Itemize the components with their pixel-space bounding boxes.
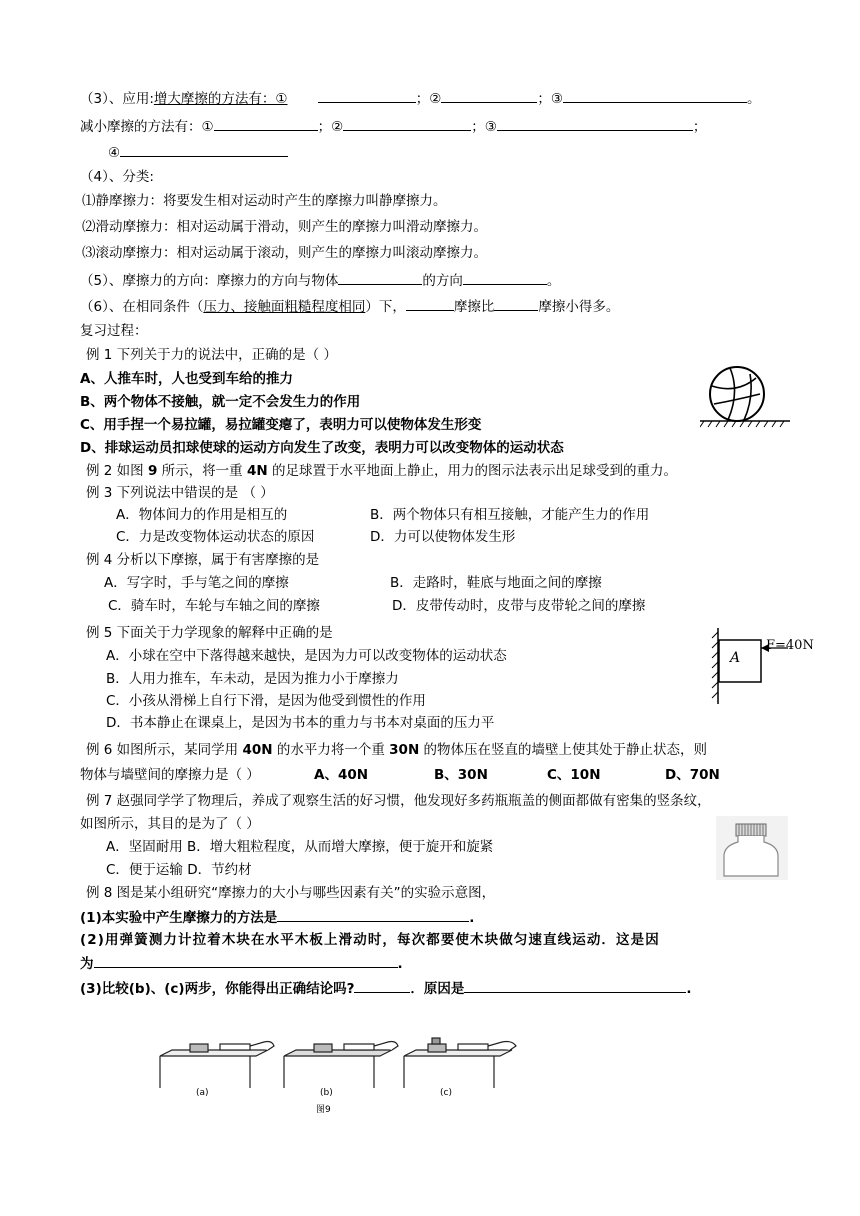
ex3-option-b: B．两个物体只有相互接触，才能产生力的作用: [370, 507, 650, 523]
section5-b: 的方向: [422, 273, 463, 289]
section3-line1: [80, 88, 761, 108]
ex7-line1: 例 7 赵强同学学了物理后，养成了观察生活的好习惯，他发现好多药瓶瓶盖的侧面都做有密集的竖条纹，: [86, 793, 711, 809]
experiment-figure: [156, 1036, 528, 1116]
section6-b: ）下，: [365, 299, 406, 315]
ex4-question: 例 4 分析以下摩擦，属于有害摩擦的是: [86, 552, 320, 568]
num-3: ；③: [537, 91, 564, 107]
ex2-fig-num: 9: [147, 463, 158, 479]
fig-label-c: (c): [440, 1088, 452, 1098]
ex7-options-cd: C．便于运输 D．节约材: [106, 862, 252, 878]
ex1-option-a: A、人推车时，人也受到车给的推力: [80, 371, 293, 387]
ex6-option-d: D、70N: [665, 767, 720, 783]
ex5-option-b: B．人用力推车，车未动，是因为推力小于摩擦力: [106, 671, 399, 687]
sliding-friction-item: ⑵滑动摩擦力：相对运动属于滑动，则产生的摩擦力叫滑动摩擦力。: [82, 219, 487, 235]
dnum-3-end: ；: [692, 119, 707, 135]
ex4-option-d: D．皮带传动时，皮带与皮带轮之间的摩擦: [392, 598, 646, 614]
ex5-option-c: C．小孩从滑梯上自行下滑，是因为他受到惯性的作用: [106, 693, 426, 709]
ex8-part2-line2: [80, 953, 403, 973]
ex2-c: 的足球置于水平地面上静止，用力的图示法表示出足球受到的重力。: [267, 463, 677, 479]
ex8-p3-b: ．原因是: [410, 981, 465, 997]
ex1-option-b: B、两个物体不接触，就一定不会发生力的作用: [80, 394, 361, 410]
section5-c: 。: [546, 273, 561, 289]
blank-decrease-4[interactable]: [120, 142, 288, 157]
ex6-a: 例 6 如图所示，某同学用: [86, 742, 243, 758]
ex8-p3-a: (3)比较(b)、(c)两步，你能得出正确结论吗?: [80, 981, 355, 997]
rolling-friction-item: ⑶滚动摩擦力：相对运动属于滚动，则产生的摩擦力叫滚动摩擦力。: [82, 245, 487, 261]
ex8-p2-b: 为: [80, 956, 94, 972]
section4-title: （4）、分类:: [80, 169, 154, 185]
ex3-question: 例 3 下列说法中错误的是 （ ）: [86, 485, 274, 501]
dnum-3: ；③: [471, 119, 497, 135]
ex8-part3: [80, 978, 692, 998]
blank-decrease-3[interactable]: [497, 116, 693, 131]
ex6-option-a: A、40N: [314, 767, 369, 783]
section3-line3: [108, 142, 288, 162]
ex3-option-d: D．力可以使物体发生形: [370, 529, 516, 545]
section6-d: 摩擦小得多。: [538, 299, 620, 315]
ex6-force: 40N: [242, 742, 273, 758]
ex2-weight: 4N: [246, 463, 268, 479]
blank-decrease-2[interactable]: [343, 116, 471, 131]
ex3-option-a: A．物体间力的作用是相互的: [116, 507, 288, 523]
same-conditions: 压力、接触面粗糙程度相同: [203, 299, 366, 315]
ex2-b: 所示，将一重: [157, 463, 247, 479]
section6-c: 摩擦比: [453, 299, 495, 315]
section5-a: （5）、摩擦力的方向：摩擦力的方向与物体: [80, 273, 339, 289]
decrease-friction-label: 减小摩擦的方法有：①: [80, 119, 214, 135]
ex6-option-c: C、10N: [547, 767, 601, 783]
ex8-p3-end: .: [686, 981, 692, 997]
ex8-question: 例 8 图是某小组研究“摩擦力的大小与哪些因素有关”的实验示意图，: [86, 885, 496, 901]
ex4-option-b: B．走路时，鞋底与地面之间的摩擦: [390, 575, 602, 591]
ex6-option-b: B、30N: [434, 767, 488, 783]
ex8-p1-end: .: [469, 910, 475, 926]
ex8-p2-end: .: [397, 956, 403, 972]
ex1-option-d: D、排球运动员扣球使球的运动方向发生了改变，表明力可以改变物体的运动状态: [80, 440, 564, 456]
experiment-drawing: [156, 1036, 528, 1098]
ex6-c: 的物体压在竖直的墙壁上使其处于静止状态，则: [419, 742, 708, 758]
fig-label-a: (a): [196, 1088, 209, 1098]
blank-direction-1[interactable]: [338, 270, 422, 285]
ex8-p1-text: (1)本实验中产生摩擦力的方法是: [80, 910, 278, 926]
review-title: 复习过程：: [80, 323, 148, 339]
ex6-b: 的水平力将一个重: [272, 742, 390, 758]
force-label: F=40N: [766, 638, 814, 653]
ex2-a: 例 2 如图: [86, 463, 148, 479]
blank-increase-1[interactable]: [318, 88, 416, 103]
ex7-options-ab: A．坚固耐用 B．增大粗粒程度，从而增大摩擦，便于旋开和旋紧: [106, 839, 494, 855]
blank-conclusion[interactable]: [354, 978, 410, 993]
ex1-question: 例 1 下列关于力的说法中，正确的是（ ）: [86, 347, 337, 363]
blank-increase-3[interactable]: [563, 88, 747, 103]
section6-a: （6）、在相同条件（: [80, 299, 204, 315]
ex8-part1: [80, 907, 474, 927]
ex5-option-a: A．小球在空中下落得越来越快，是因为力可以改变物体的运动状态: [106, 648, 507, 664]
ex2-question: [86, 462, 677, 480]
section6-line: [80, 296, 619, 316]
dnum-2: ；②: [317, 119, 344, 135]
dnum-4: ④: [108, 145, 121, 161]
ex3-option-c: C．力是改变物体运动状态的原因: [116, 529, 315, 545]
ex4-option-c: C．骑车时，车轮与车轴之间的摩擦: [108, 598, 320, 614]
section3-line2: [80, 116, 706, 136]
num-2: ；②: [415, 91, 442, 107]
ex6-weight: 30N: [389, 742, 420, 758]
ex5-question: 例 5 下面关于力学现象的解释中正确的是: [86, 625, 333, 641]
blank-decrease-1[interactable]: [214, 116, 318, 131]
ex7-line2: 如图所示，其目的是为了（ ）: [80, 816, 260, 832]
ex5-option-d: D．书本静止在课桌上，是因为书本的重力与书本对桌面的压力平: [106, 715, 495, 731]
blank-friction-type-2[interactable]: [494, 296, 538, 311]
volleyball-figure: [700, 364, 790, 428]
static-friction-item: ⑴静摩擦力：将要发生相对运动时产生的摩擦力叫静摩擦力。: [82, 193, 447, 209]
fig-caption: 图9: [316, 1105, 331, 1115]
ex8-part2-line1: (2)用弹簧测力计拉着木块在水平木板上滑动时，每次都要使木块做匀速直线运动．这是因: [80, 932, 660, 948]
ex1-option-c: C、用手捏一个易拉罐，易拉罐变瘪了，表明力可以使物体发生形变: [80, 417, 482, 433]
block-label: A: [730, 650, 741, 666]
medicine-bottle-figure: [716, 816, 788, 880]
section5-line: [80, 270, 560, 290]
end-mark: 。: [747, 91, 761, 107]
blank-cause[interactable]: [464, 978, 686, 993]
blank-direction-2[interactable]: [463, 270, 547, 285]
section3-prefix: （3）、应用:: [80, 91, 154, 107]
fig-label-b: (b): [320, 1088, 333, 1098]
blank-friction-type-1[interactable]: [406, 296, 454, 311]
wall-block-figure: [710, 626, 820, 706]
blank-reason[interactable]: [94, 953, 398, 968]
increase-friction-label: 增大摩擦的方法有：①: [153, 91, 288, 107]
blank-friction-method[interactable]: [277, 907, 469, 922]
ex4-option-a: A．写字时，手与笔之间的摩擦: [104, 575, 289, 591]
blank-increase-2[interactable]: [441, 88, 537, 103]
ex6-line1: [86, 741, 707, 759]
ex6-line2: 物体与墙壁间的摩擦力是（ ）: [80, 767, 260, 783]
